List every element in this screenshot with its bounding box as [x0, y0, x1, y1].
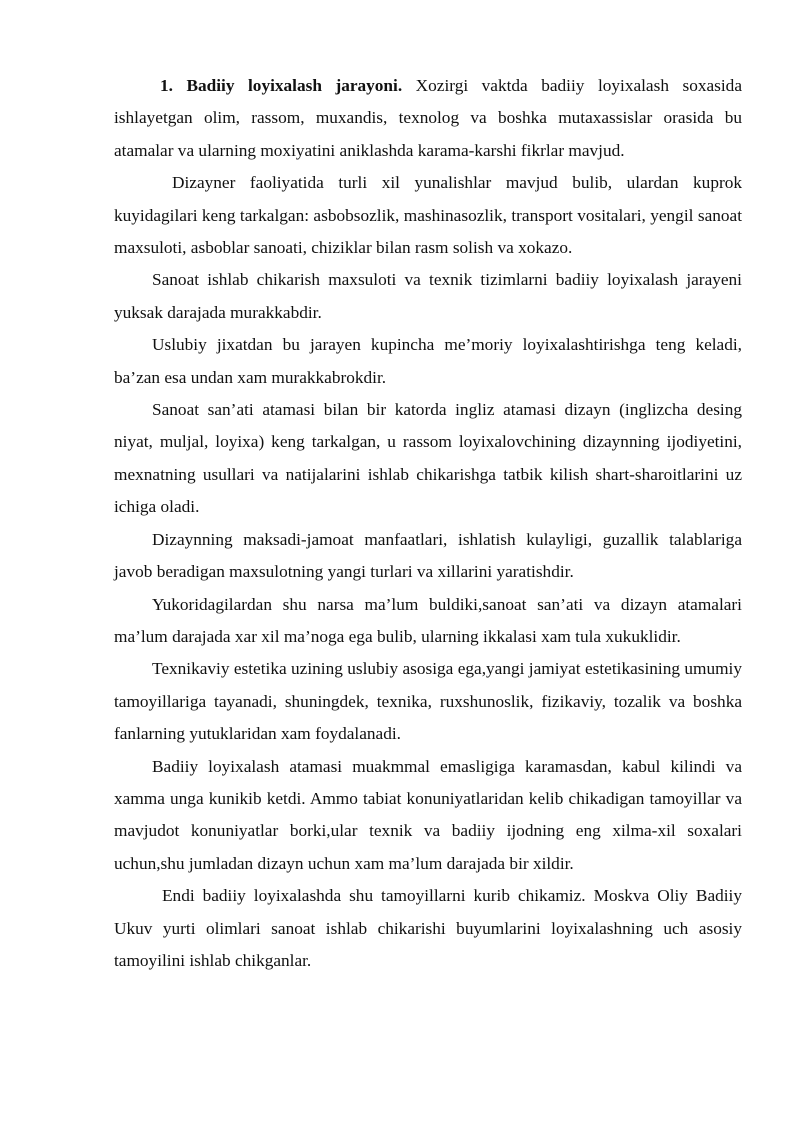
intro-text: Xozirgi vaktda badiiy loyixalash soxasida ishlayetgan olim, rassom, muxandis, texnolog va boshka mutaxassislar orasida bu atamalar va ularning moxiyatini aniklashda karama-karshi fikrlar mavjud.: [114, 76, 742, 160]
paragraph-9: Badiiy loyixalash atamasi muakmmal emasligiga karamasdan, kabul kilindi va xamma unga kunikib ketdi. Ammo tabiat konuniyatlaridan kelib chikadigan tamoyillar va mavjudot konuniyatlar borki,ular texnik va badiiy ijodning eng xilma-xil soxalari uchun,shu jumladan dizayn uchun xam ma’lum darajada bir xildir.: [114, 756, 742, 873]
paragraph-6: Dizaynning maksadi-jamoat manfaatlari, ishlatish kulayligi, guzallik talablariga javob beradigan maxsulotning yangi turlari va xillarini yaratishdir.: [114, 529, 742, 582]
paragraph-4: Uslubiy jixatdan bu jarayen kupincha me’moriy loyixalashtirishga teng keladi, ba’zan esa undan xam murakkabrokdir.: [114, 335, 742, 387]
paragraph-3: Sanoat ishlab chikarish maxsuloti va texnik tizimlarni badiiy loyixalash jarayeni yuksak darajada murakkabdir.: [114, 270, 742, 322]
paragraph-8: Texnikaviy estetika uzining uslubiy asosiga ega,yangi jamiyat estetikasining umumiy tamoyillariga tayanadi, shuningdek, texnika, ruxshunoslik, fizikaviy, tozalik va boshka fanlarning yutuklaridan xam foydalanadi.: [114, 659, 742, 744]
document-page: [114, 70, 742, 977]
section-heading: 1. Badiiy loyixalash jarayoni.: [160, 76, 403, 95]
paragraph-2: Dizayner faoliyatida turli xil yunalishlar mavjud bulib, ulardan kuprok kuyidagilari keng tarkalgan: asbobsozlik, mashinasozlik, transport vositalari, yengil sanoat maxsuloti, asboblar sanoati, chiziklar bilan rasm solish va xokazo.: [114, 173, 742, 258]
paragraph-7: Yukoridagilardan shu narsa ma’lum buldiki,sanoat san’ati va dizayn atamalari ma’lum darajada xar xil ma’noga ega bulib, ularning ikkalasi xam tula xukuklidir.: [114, 594, 742, 646]
paragraph-10: Endi badiiy loyixalashda shu tamoyillarni kurib chikamiz. Moskva Oliy Badiiy Ukuv yurti olimlari sanoat ishlab chikarishi buyumlarini loyixalashning uch asosiy tamoyilini ishlab chikganlar.: [114, 886, 742, 970]
paragraph-5: Sanoat san’ati atamasi bilan bir katorda ingliz atamasi dizayn (inglizcha desing niyat, muljal, loyixa) keng tarkalgan, u rassom loyixalovchining dizaynning ijodiyetini, mexnatning usullari va natijalarini ishlab chikarishga tatbik kilish shart-sharoitlarini uz ichiga oladi.: [114, 400, 742, 517]
paragraph-intro: [114, 70, 742, 167]
